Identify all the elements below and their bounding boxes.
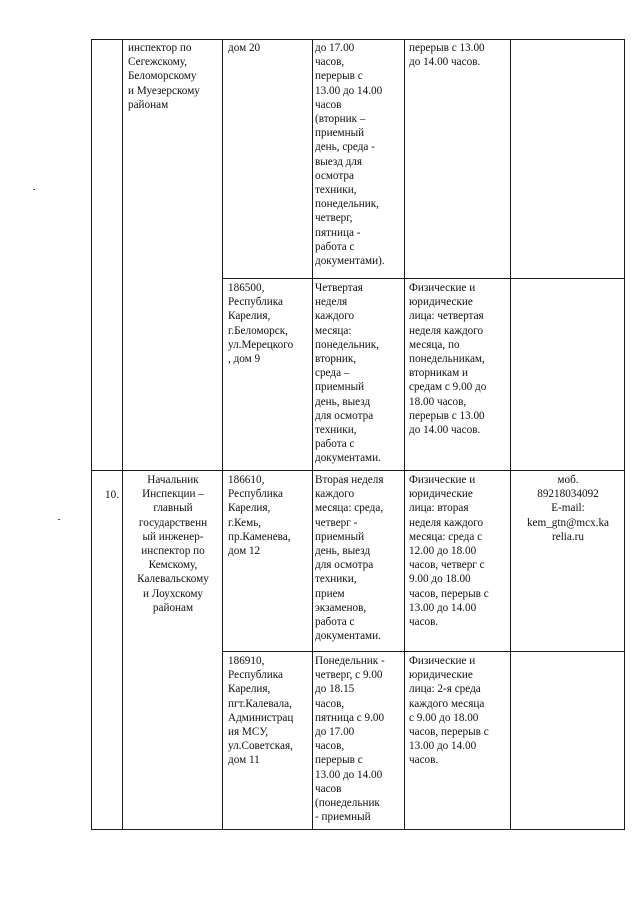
address-cell: 186500, Республика Карелия, г.Беломорск, ул.Мерецкого , дом 9 (228, 282, 294, 366)
address-cell: 186910, Республика Карелия, пгт.Калевала, Администрац ия МСУ, ул.Советская, дом 11 (228, 655, 294, 767)
table-bottom-border (91, 829, 625, 830)
schedule-cell: Четвертая неделя каждого месяца: понедельник, вторник, среда – приемный день, выезд для осмотра техники, работа с документами. (315, 282, 381, 465)
reception-cell: перерыв с 13.00 до 14.00 часов. (409, 42, 485, 69)
scan-speck (33, 189, 35, 190)
row-divider-main (91, 470, 625, 471)
row-divider-subrow-1 (222, 278, 625, 279)
reception-cell: Физические и юридические лица: вторая неделя каждого месяца: среда с 12.00 до 18.00 часов, четверг с 9.00 до 18.00 часов, перерыв с 13.00 до 14.00 часов. (409, 474, 489, 629)
address-cell: 186610, Республика Карелия, г.Кемь, пр.Каменева, дом 12 (228, 474, 291, 558)
row-number: 10. (105, 489, 119, 501)
table-right-border (624, 39, 625, 830)
position-cell: Начальник Инспекции – главный государственн ый инженер- инспектор по Кемскому, Калевальскому и Лоухскому районам (137, 474, 209, 614)
col-divider-2 (222, 39, 223, 830)
col-divider-5 (510, 39, 511, 830)
col-divider-4 (404, 39, 405, 830)
table-left-border (91, 39, 92, 830)
schedule-cell: Вторая неделя каждого месяца: среда, четверг - приемный день, выезд для осмотра техники, прием экзаменов, работа с документами. (315, 474, 384, 643)
col-divider-3 (312, 39, 313, 830)
table-top-border (91, 39, 625, 40)
contact-cell: моб. 89218034092 E-mail: kem_gtn@mcx.ka relia.ru (526, 474, 610, 543)
schedule-table (91, 39, 625, 830)
address-cell: дом 20 (228, 42, 261, 54)
reception-cell: Физические и юридические лица: 2-я среда каждого месяца с 9.00 до 18.00 часов, перерыв с 13.00 до 14.00 часов. (409, 655, 489, 767)
schedule-cell: Понедельник - четверг, с 9.00 до 18.15 часов, пятница с 9.00 до 17.00 часов, перерыв с 13.00 до 14.00 часов (понедельник - приемный (315, 655, 385, 824)
row-divider-subrow-2 (222, 651, 625, 652)
position-cell: инспектор по Сегежскому, Беломорскому и Муезерскому районам (128, 42, 200, 111)
reception-cell: Физические и юридические лица: четвертая неделя каждого месяца, по понедельникам, вторникам и средам с 9.00 до 18.00 часов, перерыв с 13.00 до 14.00 часов. (409, 282, 487, 437)
schedule-cell: до 17.00 часов, перерыв с 13.00 до 14.00 часов (вторник – приемный день, среда - выезд для осмотра техники, понедельник, четверг, пятница - работа с документами). (315, 42, 385, 268)
scan-speck (58, 519, 60, 520)
col-divider-1 (122, 39, 123, 830)
